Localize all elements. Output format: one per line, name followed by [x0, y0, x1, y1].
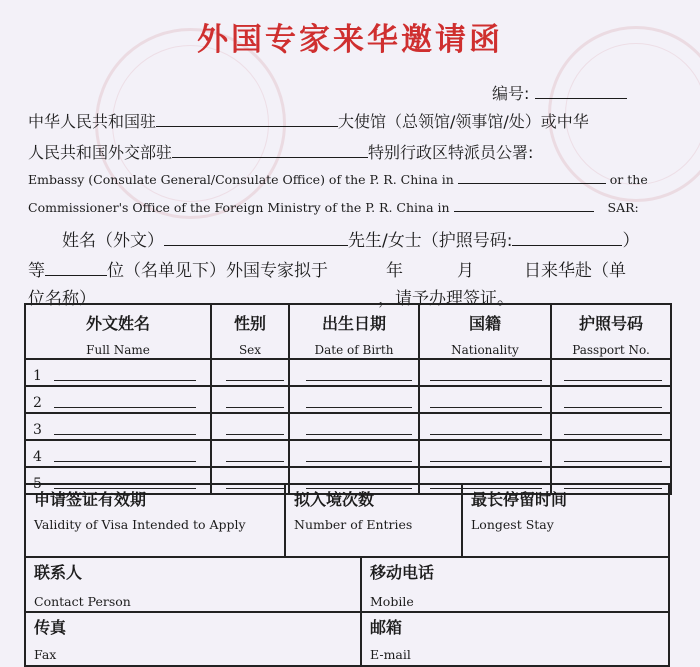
dob-cell[interactable] [289, 413, 419, 440]
day-text: 日来华赴（单 [524, 261, 626, 281]
embassy-line-cn-1 [28, 109, 589, 132]
or-the-label: or the [609, 172, 648, 187]
contact-person-label: 联系人 [34, 563, 83, 582]
embassy-line-en-2 [28, 200, 639, 215]
embassy-line-cn-2 [28, 140, 533, 163]
full-name-cell[interactable]: 5 [25, 467, 211, 494]
longest-stay-field[interactable] [461, 483, 670, 558]
sar-label: 特别行政区特派员公署: [368, 143, 534, 162]
embassy-city-blank[interactable] [156, 112, 338, 127]
number-blank[interactable] [535, 84, 627, 99]
mfa-label: 人民共和国外交部驻 [28, 143, 173, 162]
contact-person-label-en: Contact Person [34, 594, 131, 609]
entries-field[interactable] [284, 483, 463, 558]
header-nationality: 国籍 Nationality [419, 304, 551, 359]
fax-field[interactable] [24, 611, 362, 667]
email-label: 邮箱 [370, 618, 403, 637]
sar-label-en: SAR: [607, 200, 639, 215]
dob-cell[interactable] [289, 440, 419, 467]
mobile-label: 移动电话 [370, 563, 435, 582]
email-label-en: E-mail [370, 647, 411, 662]
sex-cell[interactable] [211, 440, 289, 467]
nationality-cell[interactable] [419, 359, 551, 386]
unit-label: 位名称） [28, 289, 96, 309]
document-title: 外国专家来华邀请函 [197, 22, 503, 58]
request-text: ，请予办理签证。 [378, 289, 514, 309]
passport-cell[interactable] [551, 359, 671, 386]
applicant-line-2 [28, 256, 626, 281]
nationality-cell[interactable] [419, 386, 551, 413]
dob-cell[interactable] [289, 386, 419, 413]
foreign-name-blank[interactable] [164, 231, 348, 246]
full-name-cell[interactable]: 3 [25, 413, 211, 440]
applicant-line-1 [62, 226, 639, 251]
embassy-city-blank-en[interactable] [458, 172, 606, 184]
header-full-name: 外文姓名 Full Name [25, 304, 211, 359]
longest-stay-label-en: Longest Stay [471, 517, 554, 532]
visa-validity-field[interactable] [24, 483, 286, 558]
full-name-cell[interactable]: 1 [25, 359, 211, 386]
embassy-label: 中华人民共和国驻 [28, 112, 157, 131]
longest-stay-label: 最长停留时间 [471, 490, 568, 509]
entries-label-en: Number of Entries [294, 517, 413, 532]
table-row [25, 359, 671, 386]
foreign-name-label: 姓名（外文） [62, 231, 164, 251]
visa-validity-label: 申请签证有效期 [34, 490, 147, 509]
title-passport-label: 先生/女士（护照号码: [348, 231, 513, 251]
applicant-table [24, 303, 672, 495]
count-blank[interactable] [45, 261, 107, 276]
passport-number-blank[interactable] [512, 231, 622, 246]
year-label: 年 [386, 261, 403, 281]
deng-label: 等 [28, 261, 45, 281]
passport-cell[interactable] [551, 413, 671, 440]
embassy-label-en: Embassy (Consulate General/Consulate Office) of the P. R. China in [28, 172, 454, 187]
number-label: 编号: [492, 84, 530, 103]
fax-label: 传真 [34, 618, 67, 637]
sex-cell[interactable] [211, 413, 289, 440]
table-row [25, 386, 671, 413]
count-text: 位（名单见下）外国专家拟于 [107, 261, 328, 281]
sex-cell[interactable] [211, 359, 289, 386]
close-paren: ） [622, 231, 640, 251]
embassy-type-label: 大使馆（总领馆/领事馆/处）或中华 [338, 112, 589, 131]
visa-validity-label-en: Validity of Visa Intended to Apply [34, 517, 246, 532]
header-date-of-birth: 出生日期 Date of Birth [289, 304, 419, 359]
passport-cell[interactable] [551, 440, 671, 467]
table-row [25, 440, 671, 467]
contact-person-field[interactable] [24, 556, 362, 613]
table-header-row [25, 304, 671, 359]
full-name-cell[interactable]: 4 [25, 440, 211, 467]
mobile-field[interactable] [360, 556, 670, 613]
sex-cell[interactable] [211, 386, 289, 413]
sar-blank-en[interactable] [454, 200, 594, 212]
sar-blank[interactable] [172, 143, 368, 158]
mfa-label-en: Commissioner's Office of the Foreign Ministry of the P. R. China in [28, 200, 450, 215]
table-row [25, 413, 671, 440]
dob-cell[interactable] [289, 359, 419, 386]
month-label: 月 [457, 261, 474, 281]
nationality-cell[interactable] [419, 440, 551, 467]
email-field[interactable] [360, 611, 670, 667]
unit-blank[interactable] [96, 289, 378, 304]
number-line [492, 81, 627, 104]
mobile-label-en: Mobile [370, 594, 414, 609]
full-name-cell[interactable]: 2 [25, 386, 211, 413]
nationality-cell[interactable] [419, 413, 551, 440]
header-passport-no: 护照号码 Passport No. [551, 304, 671, 359]
embassy-line-en-1 [28, 172, 648, 187]
passport-cell[interactable] [551, 386, 671, 413]
fax-label-en: Fax [34, 647, 57, 662]
entries-label: 拟入境次数 [294, 490, 375, 509]
header-sex: 性别 Sex [211, 304, 289, 359]
